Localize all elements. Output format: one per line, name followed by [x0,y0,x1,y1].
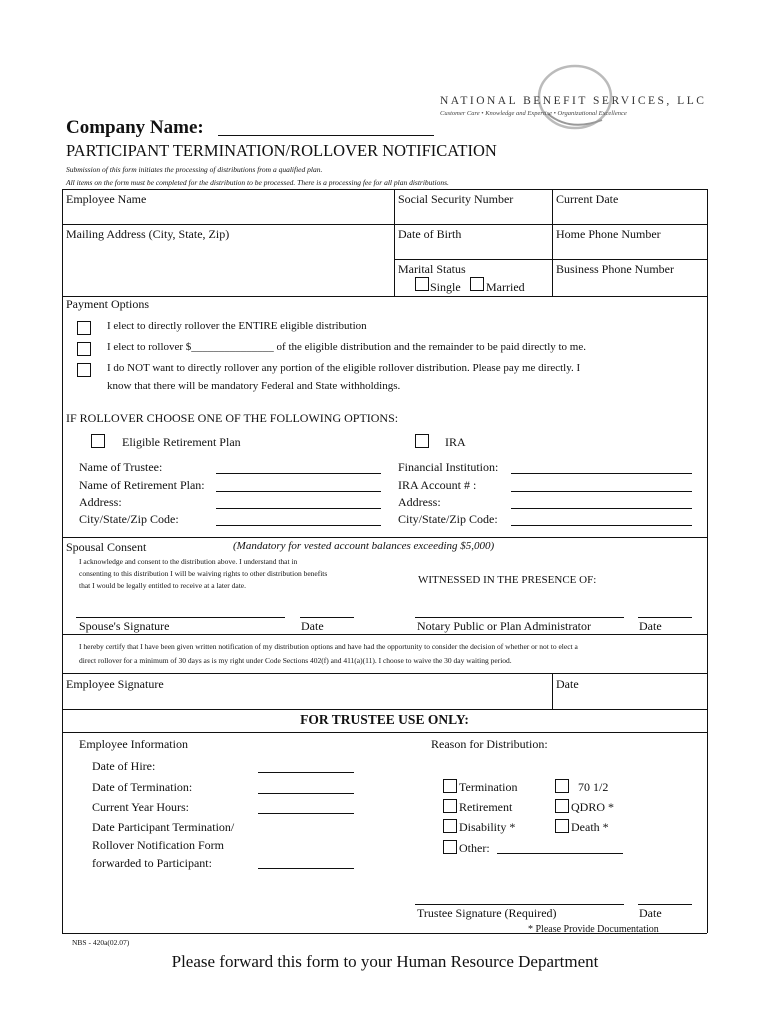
married-checkbox[interactable] [470,277,484,291]
ira-checkbox[interactable] [415,434,429,448]
notary-date-line[interactable] [638,617,692,618]
spouse-signature-line[interactable] [76,617,285,618]
logo-tagline: Customer Care • Knowledge and Expertise • Organizational Excellence [440,110,627,117]
trustee-signature-label: Trustee Signature (Required) [417,906,557,920]
trustee-name-line[interactable] [216,473,381,474]
certify-text-2: direct rollover for a minimum of 30 days as is my right under Code Sections 402(f) and 411(a)(11). I choose to waive the 30 day waiting period. [79,656,512,665]
home-phone-field[interactable]: Home Phone Number [556,227,661,241]
forward-instruction: Please forward this form to your Human Resource Department [171,952,599,971]
ira-account-label: IRA Account # : [398,478,477,492]
spousal-consent-title: Spousal Consent [66,540,147,554]
option1-label: I elect to directly rollover the ENTIRE eligible distribution [107,320,367,332]
date-of-hire-line[interactable] [258,772,354,773]
trustee-date-line[interactable] [638,904,692,905]
employee-info-label: Employee Information [79,737,188,751]
trustee-title: FOR TRUSTEE USE ONLY: [300,712,469,727]
rollover-title: IF ROLLOVER CHOOSE ONE OF THE FOLLOWING OPTIONS: [66,411,399,425]
retirement-label: Retirement [459,800,513,814]
plan-name-line[interactable] [216,491,381,492]
notification-label-3: forwarded to Participant: [92,856,212,870]
disability-label: Disability * [459,820,516,834]
csz-left-line[interactable] [216,525,381,526]
csz-left-label: City/State/Zip Code: [79,512,179,526]
spouse-date-line[interactable] [300,617,354,618]
death-checkbox[interactable] [555,819,569,833]
employee-signature-field[interactable]: Employee Signature [66,677,164,691]
address-right-line[interactable] [511,508,692,509]
divider [62,634,707,635]
single-label: Single [430,280,461,294]
marital-status-label: Marital Status [398,262,466,276]
date-of-termination-line[interactable] [258,793,354,794]
form-bottom-border [62,933,707,934]
date-of-hire-label: Date of Hire: [92,759,156,773]
single-checkbox[interactable] [415,277,429,291]
current-date-field[interactable]: Current Date [556,192,619,206]
notification-label-2: Rollover Notification Form [92,838,224,852]
option3-label-2: know that there will be mandatory Federal and State withholdings. [107,380,401,392]
trustee-date-label: Date [639,906,662,920]
plan-name-label: Name of Retirement Plan: [79,478,205,492]
spousal-text-2: consenting to this distribution I will be waiving rights to other distribution benefits [79,569,328,578]
divider [552,673,553,709]
termination-label: Termination [459,780,518,794]
notary-date-label: Date [639,619,662,633]
ssn-field[interactable]: Social Security Number [398,192,514,206]
divider [552,189,553,296]
disability-checkbox[interactable] [443,819,457,833]
eligible-plan-label: Eligible Retirement Plan [122,435,241,449]
csz-right-line[interactable] [511,525,692,526]
spouse-signature-label: Spouse's Signature [79,619,170,633]
other-line[interactable] [497,853,623,854]
address-left-label: Address: [79,495,122,509]
ira-label: IRA [445,435,466,449]
header-note-1: Submission of this form initiates the processing of distributions from a qualified plan. [66,165,323,174]
address-right-label: Address: [398,495,441,509]
other-label: Other: [459,841,490,855]
csz-right-label: City/State/Zip Code: [398,512,498,526]
other-checkbox[interactable] [443,840,457,854]
ira-account-line[interactable] [511,491,692,492]
form-right-border [707,189,708,933]
trustee-signature-line[interactable] [415,904,624,905]
employee-signature-date-field[interactable]: Date [556,677,579,691]
divider [62,709,707,710]
qdro-label: QDRO * [571,800,615,814]
spouse-date-label: Date [301,619,324,633]
payment-options-title: Payment Options [66,297,149,311]
option2-checkbox[interactable] [77,342,91,356]
notary-signature-line[interactable] [415,617,624,618]
dob-field[interactable]: Date of Birth [398,227,462,241]
documentation-note: * Please Provide Documentation [528,924,659,935]
divider [394,259,707,260]
age-70-checkbox[interactable] [555,779,569,793]
employee-name-field[interactable]: Employee Name [66,192,147,206]
divider [62,673,707,674]
header-note-2: All items on the form must be completed for the distribution to be processed. There is a processing fee for all plan distributions. [66,178,449,187]
qdro-checkbox[interactable] [555,799,569,813]
termination-checkbox[interactable] [443,779,457,793]
spousal-mandatory-note: (Mandatory for vested account balances exceeding $5,000) [233,540,495,552]
form-title: PARTICIPANT TERMINATION/ROLLOVER NOTIFICATION [66,141,497,160]
divider [394,189,395,296]
form-left-border [62,189,63,933]
logo [430,62,710,132]
option2-label: I elect to rollover $_______________ of the eligible distribution and the remainder to be paid directly to me. [107,341,586,353]
mailing-address-field[interactable]: Mailing Address (City, State, Zip) [66,227,230,241]
married-label: Married [486,280,525,294]
company-name-label: Company Name: [66,117,204,138]
reason-label: Reason for Distribution: [431,737,548,751]
divider [62,732,707,733]
spousal-text-1: I acknowledge and consent to the distribution above. I understand that in [79,557,298,566]
option3-checkbox[interactable] [77,363,91,377]
institution-line[interactable] [511,473,692,474]
current-year-hours-label: Current Year Hours: [92,800,189,814]
business-phone-field[interactable]: Business Phone Number [556,262,674,276]
logo-company-name: NATIONAL BENEFIT SERVICES, LLC [440,95,707,107]
institution-label: Financial Institution: [398,460,499,474]
spousal-text-3: that I would be legally entitled to receive at a later date. [79,581,247,590]
divider [62,224,707,225]
date-of-termination-label: Date of Termination: [92,780,193,794]
divider [62,296,707,297]
company-name-line[interactable] [218,135,434,136]
death-label: Death * [571,820,609,834]
notary-label: Notary Public or Plan Administrator [417,619,591,633]
divider [62,537,707,538]
option3-label-1: I do NOT want to directly rollover any portion of the eligible rollover distribution. Please pay me directly. I [107,362,581,374]
witnessed-label: WITNESSED IN THE PRESENCE OF: [418,574,597,586]
notification-date-line[interactable] [258,868,354,869]
age-70-label: 70 1/2 [578,780,609,794]
form-code: NBS - 420a(02.07) [72,938,130,947]
form-top-border [62,189,707,190]
current-year-hours-line[interactable] [258,813,354,814]
address-left-line[interactable] [216,508,381,509]
eligible-plan-checkbox[interactable] [91,434,105,448]
option1-checkbox[interactable] [77,321,91,335]
certify-text-1: I hereby certify that I have been given written notification of my distribution options and have had the opportunity to consider the decision of whether or not to elect a [79,642,578,651]
trustee-name-label: Name of Trustee: [79,460,163,474]
notification-label-1: Date Participant Termination/ [92,820,235,834]
retirement-checkbox[interactable] [443,799,457,813]
